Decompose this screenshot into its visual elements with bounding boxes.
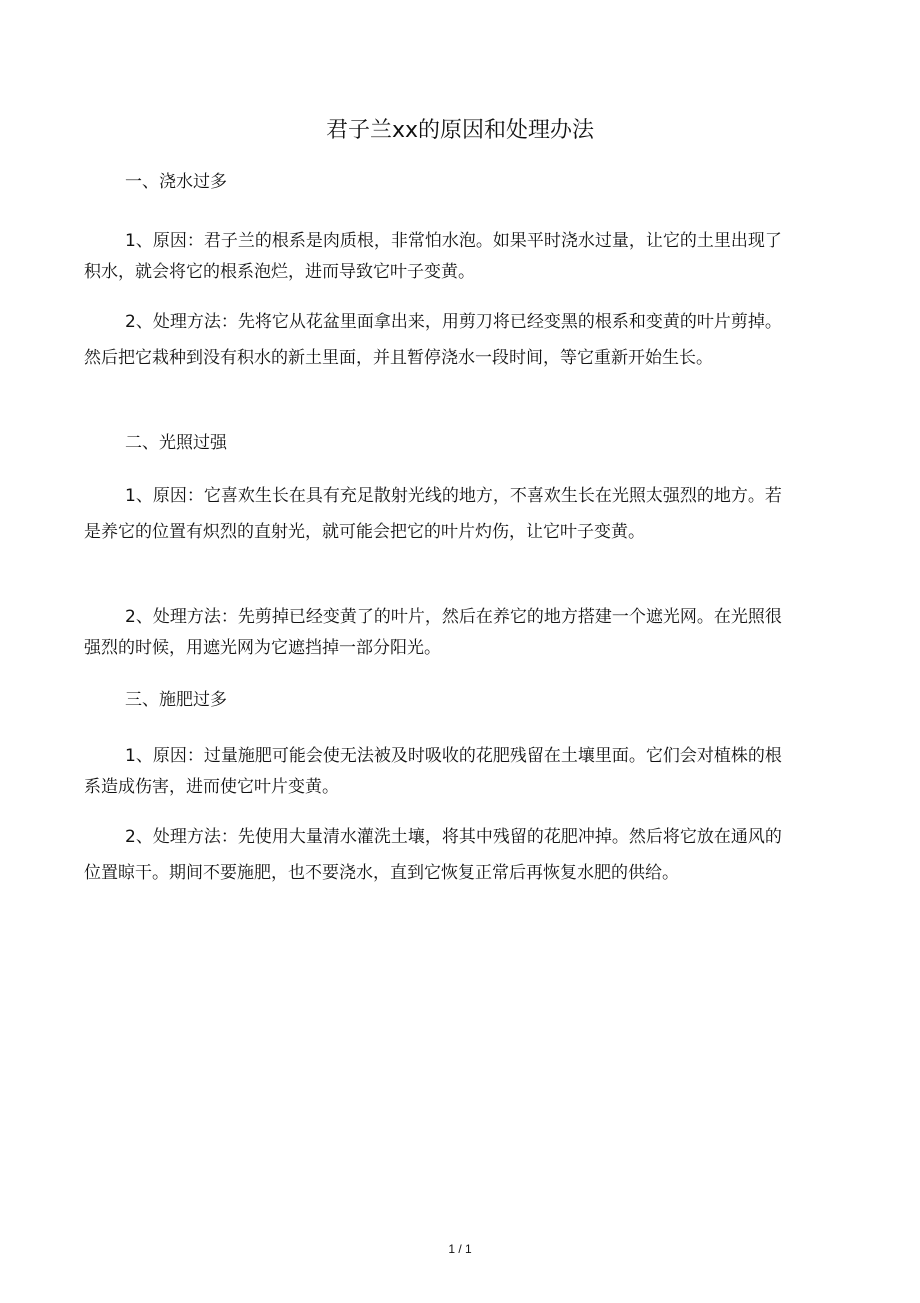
paragraph-overwatering-treatment: 2、处理方法：先将它从花盆里面拿出来，用剪刀将已经变黑的根系和变黄的叶片剪掉。然后把它栽种到没有积水的新土里面，并且暂停浇水一段时间，等它重新开始生长。 [84,312,782,368]
section-heading-overfertilizing: 三、施肥过多 [125,690,227,710]
paragraph-strong-light-treatment: 2、处理方法：先剪掉已经变黄了的叶片，然后在养它的地方搭建一个遮光网。在光照很强烈的时候，用遮光网为它遮挡掉一部分阳光。 [84,607,782,658]
paragraph-strong-light-cause: 1、原因：它喜欢生长在具有充足散射光线的地方，不喜欢生长在光照太强烈的地方。若是养它的位置有炽烈的直射光，就可能会把它的叶片灼伤，让它叶子变黄。 [84,486,782,542]
page-number: 1 / 1 [448,1242,472,1256]
section-heading-overwatering: 一、浇水过多 [125,172,227,192]
paragraph-overfertilizing-cause: 1、原因：过量施肥可能会使无法被及时吸收的花肥残留在土壤里面。它们会对植株的根系造成伤害，进而使它叶片变黄。 [84,746,782,797]
section-heading-strong-light: 二、光照过强 [125,433,227,453]
document-title: 君子兰xx的原因和处理办法 [325,118,595,143]
paragraph-overwatering-cause: 1、原因：君子兰的根系是肉质根，非常怕水泡。如果平时浇水过量，让它的土里出现了积水，就会将它的根系泡烂，进而导致它叶子变黄。 [84,231,782,282]
paragraph-overfertilizing-treatment: 2、处理方法：先使用大量清水灌洗土壤，将其中残留的花肥冲掉。然后将它放在通风的位置晾干。期间不要施肥，也不要浇水，直到它恢复正常后再恢复水肥的供给。 [84,827,782,883]
